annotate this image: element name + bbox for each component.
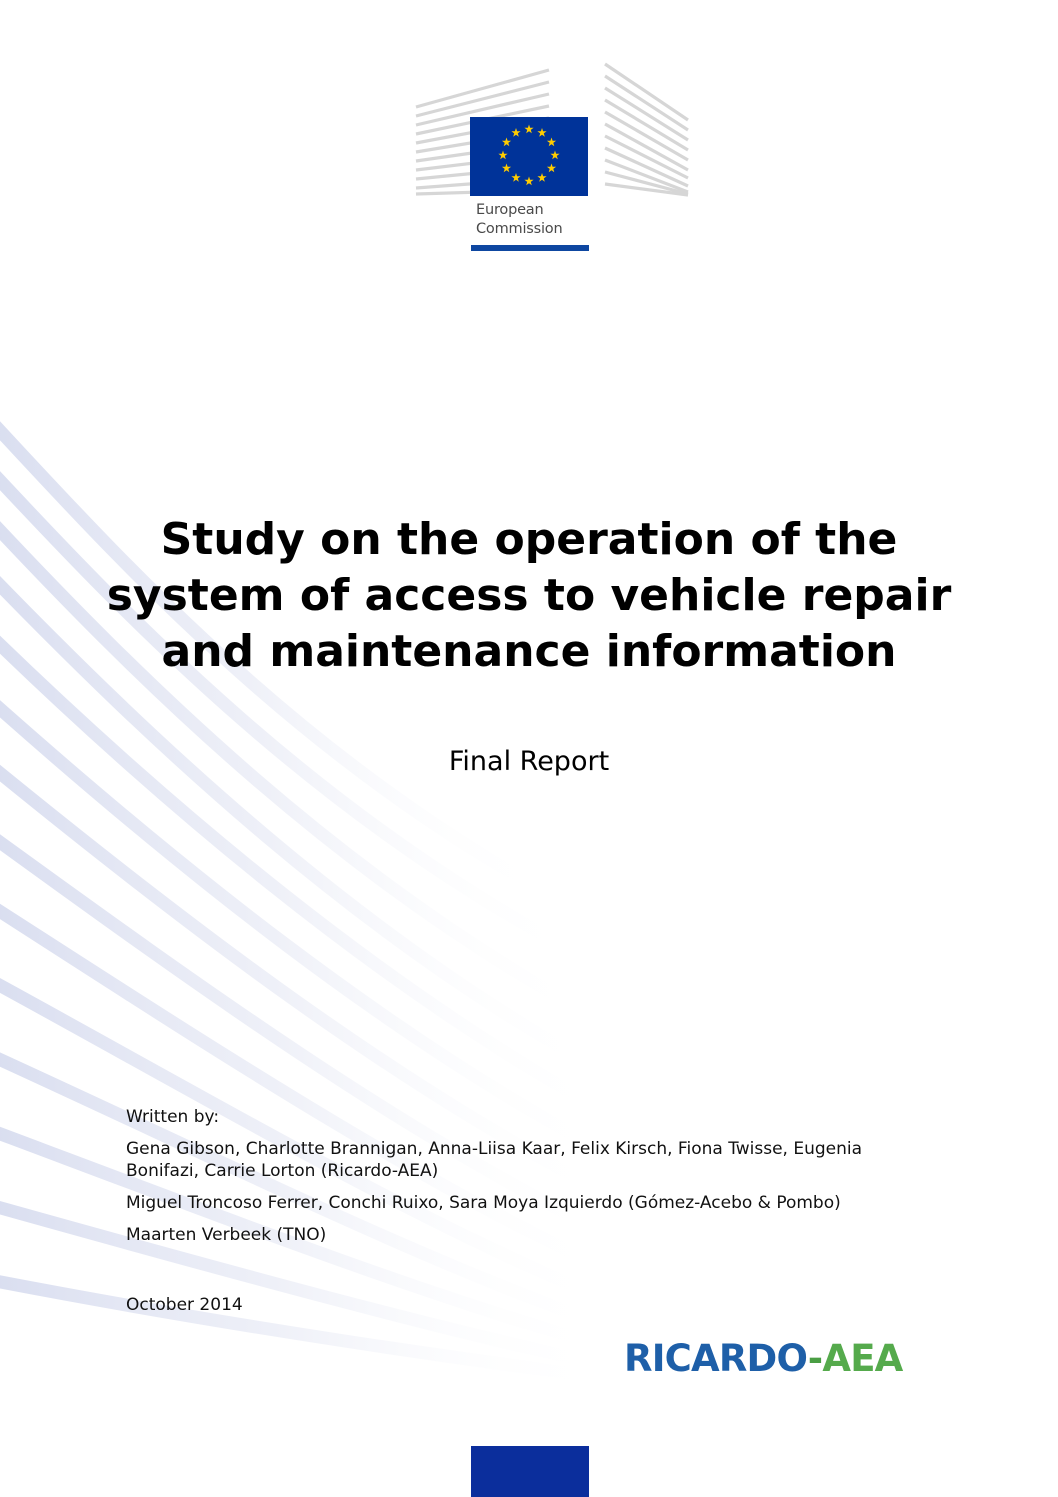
footer-blue-bar — [471, 1446, 589, 1497]
author-group-gomez-acebo: Miguel Troncoso Ferrer, Conchi Ruixo, Sara Moya Izquierdo (Gómez-Acebo & Pombo) — [126, 1193, 841, 1213]
ricardo-logo-part1: RICARDO — [624, 1337, 808, 1380]
publication-date: October 2014 — [126, 1295, 243, 1315]
ricardo-logo-part3: AEA — [822, 1337, 903, 1380]
author-group-tno: Maarten Verbeek (TNO) — [126, 1225, 327, 1245]
ricardo-logo-dash: - — [807, 1337, 823, 1380]
report-subtitle: Final Report — [448, 746, 610, 777]
authors-block — [126, 1106, 926, 1256]
report-title: Study on the operation of the system of access to vehicle repair and maintenance information — [106, 514, 952, 677]
european-commission-wordmark — [476, 201, 562, 239]
ec-logo-underline — [471, 245, 589, 251]
author-group-ricardo: Gena Gibson, Charlotte Brannigan, Anna-Liisa Kaar, Felix Kirsch, Fiona Twisse, Eugenia Bonifazi, Carrie Lorton (Ricardo-AEA) — [126, 1139, 863, 1181]
ec-wordmark-line1: European — [476, 202, 544, 218]
ricardo-aea-logo — [624, 1336, 903, 1382]
ec-wordmark-line2: Commission — [476, 221, 563, 237]
written-by-label: Written by: — [126, 1107, 220, 1127]
